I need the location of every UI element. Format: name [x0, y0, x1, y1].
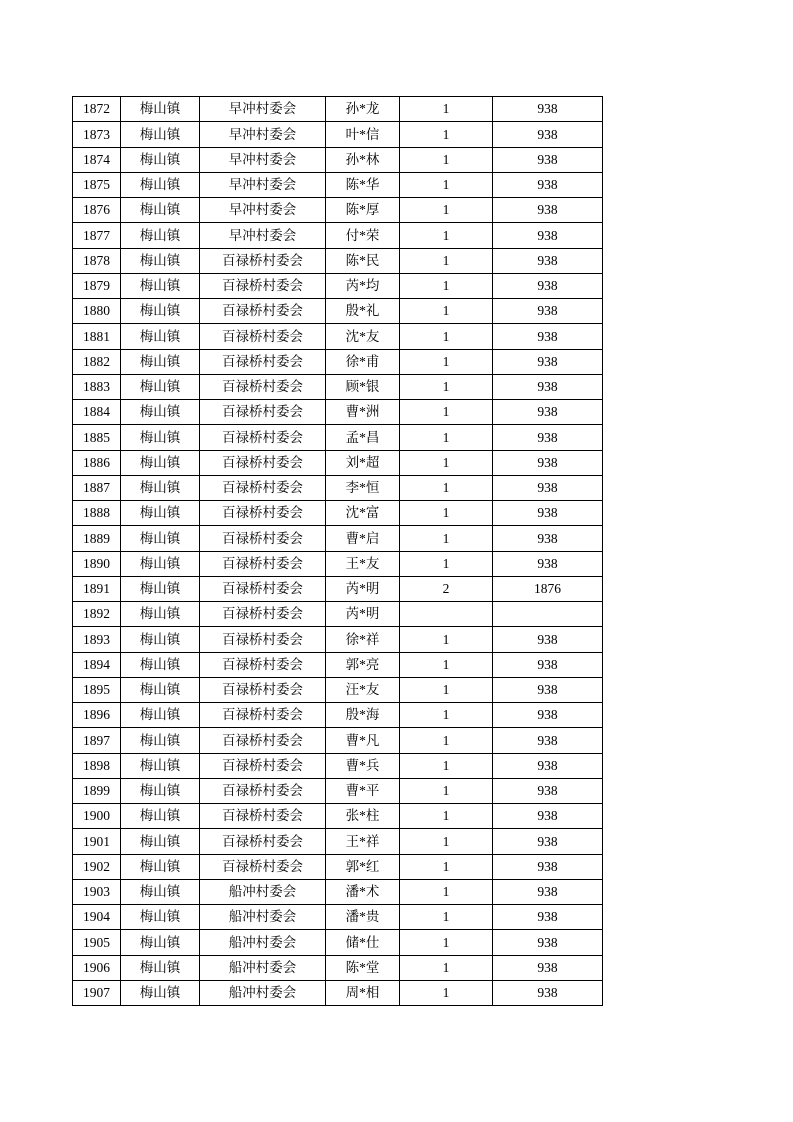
person-name-cell: 芮*明	[326, 602, 400, 627]
table-row	[73, 627, 603, 652]
row-number-cell: 1888	[73, 501, 121, 526]
row-number-cell: 1879	[73, 273, 121, 298]
town-cell: 梅山镇	[121, 602, 200, 627]
town-cell: 梅山镇	[121, 425, 200, 450]
person-name-cell: 陈*华	[326, 172, 400, 197]
person-name-cell: 潘*贵	[326, 905, 400, 930]
row-number-cell: 1905	[73, 930, 121, 955]
row-number-cell: 1898	[73, 753, 121, 778]
table-row	[73, 930, 603, 955]
amount-cell: 938	[493, 905, 603, 930]
count-cell: 1	[400, 728, 493, 753]
person-name-cell: 陈*厚	[326, 198, 400, 223]
amount-cell: 938	[493, 450, 603, 475]
row-number-cell: 1874	[73, 147, 121, 172]
person-name-cell: 芮*均	[326, 273, 400, 298]
town-cell: 梅山镇	[121, 980, 200, 1005]
village-committee-cell: 百禄桥村委会	[200, 627, 326, 652]
town-cell: 梅山镇	[121, 450, 200, 475]
person-name-cell: 陈*堂	[326, 955, 400, 980]
row-number-cell: 1886	[73, 450, 121, 475]
row-number-cell: 1891	[73, 576, 121, 601]
table-row	[73, 400, 603, 425]
person-name-cell: 孙*林	[326, 147, 400, 172]
row-number-cell: 1878	[73, 248, 121, 273]
count-cell: 1	[400, 753, 493, 778]
table-row	[73, 854, 603, 879]
town-cell: 梅山镇	[121, 627, 200, 652]
table-row	[73, 652, 603, 677]
row-number-cell: 1881	[73, 324, 121, 349]
person-name-cell: 王*友	[326, 551, 400, 576]
town-cell: 梅山镇	[121, 475, 200, 500]
village-committee-cell: 船冲村委会	[200, 980, 326, 1005]
person-name-cell: 曹*兵	[326, 753, 400, 778]
table-row	[73, 273, 603, 298]
amount-cell: 1876	[493, 576, 603, 601]
row-number-cell: 1895	[73, 677, 121, 702]
amount-cell: 938	[493, 425, 603, 450]
table-row	[73, 905, 603, 930]
count-cell: 1	[400, 122, 493, 147]
amount-cell: 938	[493, 273, 603, 298]
person-name-cell: 孙*龙	[326, 97, 400, 122]
count-cell: 1	[400, 273, 493, 298]
amount-cell: 938	[493, 349, 603, 374]
amount-cell: 938	[493, 299, 603, 324]
row-number-cell: 1880	[73, 299, 121, 324]
count-cell: 1	[400, 223, 493, 248]
amount-cell: 938	[493, 198, 603, 223]
village-committee-cell: 百禄桥村委会	[200, 349, 326, 374]
village-committee-cell: 早冲村委会	[200, 97, 326, 122]
amount-cell: 938	[493, 804, 603, 829]
town-cell: 梅山镇	[121, 778, 200, 803]
row-number-cell: 1904	[73, 905, 121, 930]
count-cell: 1	[400, 677, 493, 702]
village-committee-cell: 百禄桥村委会	[200, 728, 326, 753]
village-committee-cell: 百禄桥村委会	[200, 602, 326, 627]
town-cell: 梅山镇	[121, 97, 200, 122]
table-row	[73, 526, 603, 551]
row-number-cell: 1889	[73, 526, 121, 551]
village-committee-cell: 百禄桥村委会	[200, 425, 326, 450]
count-cell: 1	[400, 854, 493, 879]
row-number-cell: 1900	[73, 804, 121, 829]
count-cell: 1	[400, 299, 493, 324]
amount-cell: 938	[493, 652, 603, 677]
town-cell: 梅山镇	[121, 728, 200, 753]
person-name-cell: 刘*超	[326, 450, 400, 475]
table-row	[73, 223, 603, 248]
count-cell: 1	[400, 703, 493, 728]
table-row	[73, 349, 603, 374]
village-committee-cell: 百禄桥村委会	[200, 551, 326, 576]
count-cell: 1	[400, 526, 493, 551]
amount-cell: 938	[493, 627, 603, 652]
town-cell: 梅山镇	[121, 501, 200, 526]
row-number-cell: 1887	[73, 475, 121, 500]
person-name-cell: 曹*凡	[326, 728, 400, 753]
village-committee-cell: 百禄桥村委会	[200, 576, 326, 601]
person-name-cell: 沈*富	[326, 501, 400, 526]
count-cell: 1	[400, 829, 493, 854]
count-cell: 1	[400, 905, 493, 930]
amount-cell: 938	[493, 526, 603, 551]
town-cell: 梅山镇	[121, 753, 200, 778]
village-committee-cell: 百禄桥村委会	[200, 299, 326, 324]
count-cell: 1	[400, 172, 493, 197]
table-row	[73, 602, 603, 627]
row-number-cell: 1883	[73, 374, 121, 399]
person-name-cell: 潘*术	[326, 879, 400, 904]
amount-cell	[493, 602, 603, 627]
person-name-cell: 芮*明	[326, 576, 400, 601]
amount-cell: 938	[493, 753, 603, 778]
person-name-cell: 孟*昌	[326, 425, 400, 450]
village-committee-cell: 早冲村委会	[200, 122, 326, 147]
town-cell: 梅山镇	[121, 400, 200, 425]
table-row	[73, 97, 603, 122]
town-cell: 梅山镇	[121, 576, 200, 601]
count-cell	[400, 602, 493, 627]
row-number-cell: 1903	[73, 879, 121, 904]
village-committee-cell: 百禄桥村委会	[200, 450, 326, 475]
town-cell: 梅山镇	[121, 905, 200, 930]
town-cell: 梅山镇	[121, 804, 200, 829]
row-number-cell: 1901	[73, 829, 121, 854]
amount-cell: 938	[493, 172, 603, 197]
town-cell: 梅山镇	[121, 551, 200, 576]
count-cell: 1	[400, 425, 493, 450]
village-committee-cell: 百禄桥村委会	[200, 475, 326, 500]
count-cell: 2	[400, 576, 493, 601]
amount-cell: 938	[493, 930, 603, 955]
count-cell: 1	[400, 980, 493, 1005]
village-committee-cell: 早冲村委会	[200, 172, 326, 197]
amount-cell: 938	[493, 955, 603, 980]
town-cell: 梅山镇	[121, 248, 200, 273]
row-number-cell: 1894	[73, 652, 121, 677]
amount-cell: 938	[493, 248, 603, 273]
person-name-cell: 汪*友	[326, 677, 400, 702]
village-committee-cell: 百禄桥村委会	[200, 501, 326, 526]
person-name-cell: 顾*银	[326, 374, 400, 399]
row-number-cell: 1884	[73, 400, 121, 425]
town-cell: 梅山镇	[121, 854, 200, 879]
person-name-cell: 曹*洲	[326, 400, 400, 425]
count-cell: 1	[400, 324, 493, 349]
table-row	[73, 804, 603, 829]
row-number-cell: 1876	[73, 198, 121, 223]
person-name-cell: 张*柱	[326, 804, 400, 829]
row-number-cell: 1907	[73, 980, 121, 1005]
village-committee-cell: 百禄桥村委会	[200, 829, 326, 854]
amount-cell: 938	[493, 223, 603, 248]
row-number-cell: 1897	[73, 728, 121, 753]
table-row	[73, 955, 603, 980]
table-row	[73, 122, 603, 147]
person-name-cell: 沈*友	[326, 324, 400, 349]
village-committee-cell: 早冲村委会	[200, 198, 326, 223]
village-committee-cell: 百禄桥村委会	[200, 753, 326, 778]
count-cell: 1	[400, 374, 493, 399]
table-row	[73, 248, 603, 273]
table-row	[73, 425, 603, 450]
village-committee-cell: 船冲村委会	[200, 905, 326, 930]
amount-cell: 938	[493, 475, 603, 500]
town-cell: 梅山镇	[121, 223, 200, 248]
row-number-cell: 1892	[73, 602, 121, 627]
person-name-cell: 郭*红	[326, 854, 400, 879]
count-cell: 1	[400, 551, 493, 576]
count-cell: 1	[400, 147, 493, 172]
person-name-cell: 徐*祥	[326, 627, 400, 652]
amount-cell: 938	[493, 147, 603, 172]
town-cell: 梅山镇	[121, 879, 200, 904]
village-committee-cell: 百禄桥村委会	[200, 400, 326, 425]
town-cell: 梅山镇	[121, 930, 200, 955]
table-row	[73, 172, 603, 197]
person-name-cell: 徐*甫	[326, 349, 400, 374]
table-row	[73, 778, 603, 803]
count-cell: 1	[400, 804, 493, 829]
row-number-cell: 1875	[73, 172, 121, 197]
village-committee-cell: 百禄桥村委会	[200, 778, 326, 803]
town-cell: 梅山镇	[121, 122, 200, 147]
table-row	[73, 551, 603, 576]
person-name-cell: 付*荣	[326, 223, 400, 248]
table-row	[73, 879, 603, 904]
person-name-cell: 曹*启	[326, 526, 400, 551]
village-committee-cell: 百禄桥村委会	[200, 324, 326, 349]
amount-cell: 938	[493, 501, 603, 526]
town-cell: 梅山镇	[121, 526, 200, 551]
count-cell: 1	[400, 349, 493, 374]
table-row	[73, 576, 603, 601]
town-cell: 梅山镇	[121, 349, 200, 374]
town-cell: 梅山镇	[121, 273, 200, 298]
amount-cell: 938	[493, 703, 603, 728]
row-number-cell: 1906	[73, 955, 121, 980]
village-committee-cell: 百禄桥村委会	[200, 677, 326, 702]
count-cell: 1	[400, 475, 493, 500]
amount-cell: 938	[493, 728, 603, 753]
town-cell: 梅山镇	[121, 955, 200, 980]
village-committee-cell: 百禄桥村委会	[200, 703, 326, 728]
village-committee-cell: 百禄桥村委会	[200, 652, 326, 677]
table-row	[73, 374, 603, 399]
person-name-cell: 李*恒	[326, 475, 400, 500]
village-committee-cell: 船冲村委会	[200, 930, 326, 955]
amount-cell: 938	[493, 122, 603, 147]
table-row	[73, 299, 603, 324]
village-committee-cell: 船冲村委会	[200, 955, 326, 980]
table-row	[73, 829, 603, 854]
row-number-cell: 1890	[73, 551, 121, 576]
person-name-cell: 曹*平	[326, 778, 400, 803]
table-row	[73, 677, 603, 702]
amount-cell: 938	[493, 879, 603, 904]
count-cell: 1	[400, 955, 493, 980]
row-number-cell: 1893	[73, 627, 121, 652]
roster-table	[72, 96, 603, 1006]
count-cell: 1	[400, 652, 493, 677]
row-number-cell: 1872	[73, 97, 121, 122]
village-committee-cell: 百禄桥村委会	[200, 526, 326, 551]
table-row	[73, 501, 603, 526]
row-number-cell: 1902	[73, 854, 121, 879]
town-cell: 梅山镇	[121, 374, 200, 399]
amount-cell: 938	[493, 829, 603, 854]
town-cell: 梅山镇	[121, 829, 200, 854]
amount-cell: 938	[493, 374, 603, 399]
table-row	[73, 980, 603, 1005]
village-committee-cell: 百禄桥村委会	[200, 248, 326, 273]
roster-table-body	[73, 97, 603, 1006]
person-name-cell: 郭*亮	[326, 652, 400, 677]
count-cell: 1	[400, 450, 493, 475]
person-name-cell: 周*相	[326, 980, 400, 1005]
table-row	[73, 324, 603, 349]
row-number-cell: 1877	[73, 223, 121, 248]
table-row	[73, 728, 603, 753]
amount-cell: 938	[493, 97, 603, 122]
row-number-cell: 1885	[73, 425, 121, 450]
village-committee-cell: 百禄桥村委会	[200, 273, 326, 298]
count-cell: 1	[400, 248, 493, 273]
person-name-cell: 王*祥	[326, 829, 400, 854]
amount-cell: 938	[493, 324, 603, 349]
count-cell: 1	[400, 97, 493, 122]
row-number-cell: 1899	[73, 778, 121, 803]
person-name-cell: 殷*海	[326, 703, 400, 728]
village-committee-cell: 百禄桥村委会	[200, 804, 326, 829]
amount-cell: 938	[493, 980, 603, 1005]
village-committee-cell: 早冲村委会	[200, 147, 326, 172]
village-committee-cell: 船冲村委会	[200, 879, 326, 904]
town-cell: 梅山镇	[121, 198, 200, 223]
count-cell: 1	[400, 501, 493, 526]
count-cell: 1	[400, 879, 493, 904]
town-cell: 梅山镇	[121, 677, 200, 702]
count-cell: 1	[400, 778, 493, 803]
person-name-cell: 储*仕	[326, 930, 400, 955]
town-cell: 梅山镇	[121, 172, 200, 197]
town-cell: 梅山镇	[121, 147, 200, 172]
town-cell: 梅山镇	[121, 324, 200, 349]
person-name-cell: 陈*民	[326, 248, 400, 273]
table-row	[73, 147, 603, 172]
amount-cell: 938	[493, 854, 603, 879]
table-row	[73, 450, 603, 475]
row-number-cell: 1882	[73, 349, 121, 374]
count-cell: 1	[400, 627, 493, 652]
town-cell: 梅山镇	[121, 703, 200, 728]
village-committee-cell: 百禄桥村委会	[200, 374, 326, 399]
count-cell: 1	[400, 198, 493, 223]
table-row	[73, 703, 603, 728]
person-name-cell: 殷*礼	[326, 299, 400, 324]
amount-cell: 938	[493, 778, 603, 803]
row-number-cell: 1873	[73, 122, 121, 147]
count-cell: 1	[400, 400, 493, 425]
amount-cell: 938	[493, 677, 603, 702]
count-cell: 1	[400, 930, 493, 955]
amount-cell: 938	[493, 551, 603, 576]
town-cell: 梅山镇	[121, 652, 200, 677]
table-row	[73, 198, 603, 223]
town-cell: 梅山镇	[121, 299, 200, 324]
amount-cell: 938	[493, 400, 603, 425]
table-row	[73, 753, 603, 778]
village-committee-cell: 早冲村委会	[200, 223, 326, 248]
row-number-cell: 1896	[73, 703, 121, 728]
person-name-cell: 叶*信	[326, 122, 400, 147]
village-committee-cell: 百禄桥村委会	[200, 854, 326, 879]
table-row	[73, 475, 603, 500]
